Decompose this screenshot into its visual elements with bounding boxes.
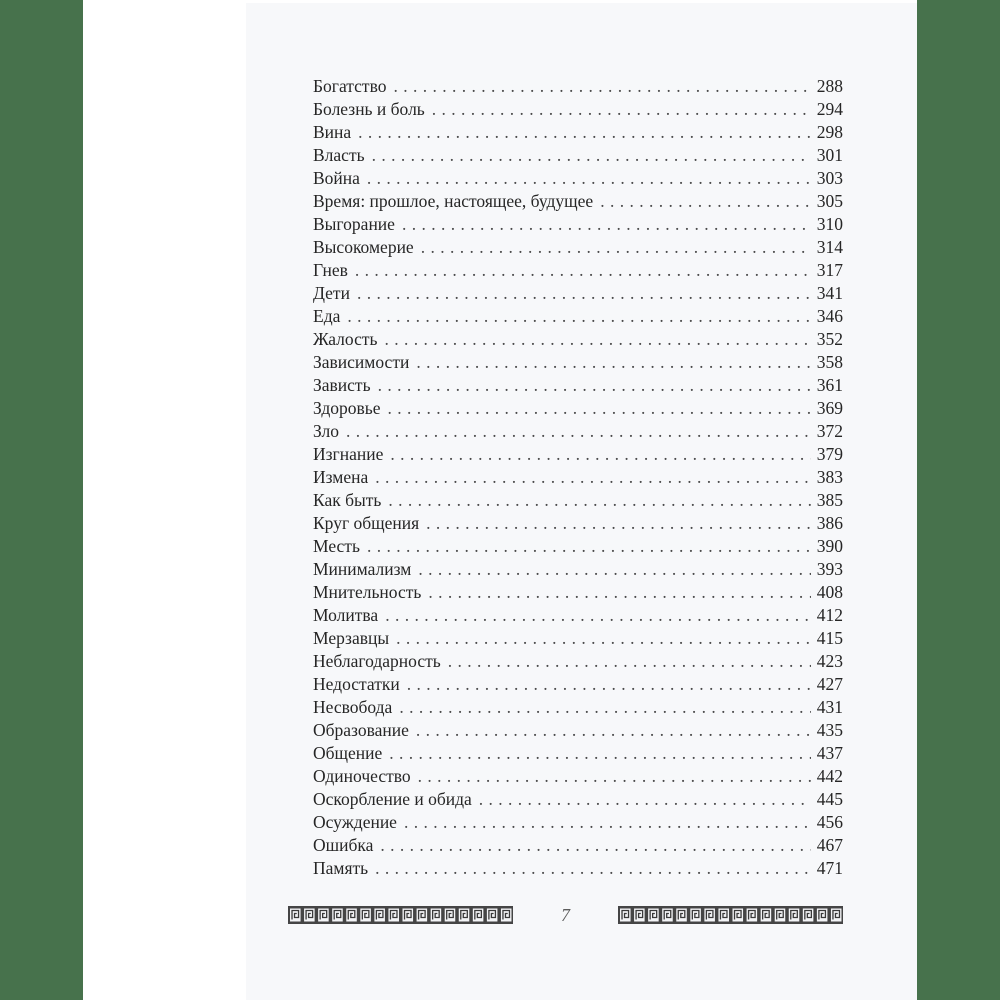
toc-entry-page: 303: [816, 168, 843, 188]
toc-row: [313, 213, 843, 236]
dot-leader-icon: [390, 443, 810, 466]
dot-leader-icon: [402, 213, 811, 236]
toc-entry-title: Оскорбление и обида: [313, 789, 472, 809]
folio-page-number: 7: [561, 904, 570, 925]
dot-leader-icon: [380, 834, 810, 857]
dot-leader-icon: [393, 75, 810, 98]
dot-leader-icon: [416, 351, 810, 374]
dot-leader-icon: [600, 190, 811, 213]
toc-entry-page: 317: [816, 260, 843, 280]
toc-entry-page: 385: [816, 490, 843, 510]
toc-entry-title: Дети: [313, 283, 350, 303]
toc-entry-page: 408: [816, 582, 843, 602]
toc-entry-title: Гнев: [313, 260, 348, 280]
toc-entry-title: Образование: [313, 720, 409, 740]
toc-row: [313, 190, 843, 213]
toc-entry-page: 445: [816, 789, 843, 809]
toc-entry-title: Изгнание: [313, 444, 384, 464]
toc-entry-title: Зависть: [313, 375, 371, 395]
dot-leader-icon: [396, 627, 811, 650]
toc-entry-title: Война: [313, 168, 360, 188]
toc-row: [313, 512, 843, 535]
dot-leader-icon: [385, 604, 811, 627]
greek-key-ornament-left-icon: [288, 906, 513, 924]
dot-leader-icon: [399, 696, 810, 719]
toc-row: [313, 305, 843, 328]
toc-entry-title: Как быть: [313, 490, 382, 510]
page-footer: [288, 902, 843, 928]
toc-entry-title: Ошибка: [313, 835, 374, 855]
toc-row: [313, 144, 843, 167]
toc-row: [313, 167, 843, 190]
toc-row: [313, 857, 843, 880]
toc-entry-title: Вина: [313, 122, 352, 142]
toc-entry-title: Зло: [313, 421, 340, 441]
toc-entry-page: 383: [816, 467, 843, 487]
toc-row: [313, 696, 843, 719]
dot-leader-icon: [357, 282, 811, 305]
dot-leader-icon: [426, 512, 811, 535]
toc-entry-page: 437: [816, 743, 843, 763]
toc-entry-page: 288: [816, 76, 843, 96]
toc-row: [313, 673, 843, 696]
left-page-gutter: [83, 0, 246, 1000]
toc-entry-title: Власть: [313, 145, 365, 165]
dot-leader-icon: [388, 489, 810, 512]
toc-entry-page: 386: [816, 513, 843, 533]
toc-entry-page: 427: [816, 674, 843, 694]
dot-leader-icon: [421, 236, 811, 259]
toc-entry-page: 305: [816, 191, 843, 211]
toc-entry-title: Измена: [313, 467, 369, 487]
dot-leader-icon: [432, 98, 811, 121]
toc-entry-title: Время: прошлое, настоящее, будущее: [313, 191, 594, 211]
toc-entry-title: Одиночество: [313, 766, 411, 786]
toc-entry-page: 415: [816, 628, 843, 648]
toc-row: [313, 75, 843, 98]
dot-leader-icon: [416, 719, 811, 742]
dot-leader-icon: [418, 558, 810, 581]
toc-entry-page: 310: [816, 214, 843, 234]
toc-entry-page: 346: [816, 306, 843, 326]
dot-leader-icon: [367, 167, 811, 190]
toc-entry-title: Зависимости: [313, 352, 410, 372]
toc-row: [313, 328, 843, 351]
toc-row: [313, 374, 843, 397]
toc-entry-page: 352: [816, 329, 843, 349]
toc-row: [313, 443, 843, 466]
dot-leader-icon: [355, 259, 811, 282]
toc-entry-title: Минимализм: [313, 559, 412, 579]
toc-entry-title: Общение: [313, 743, 383, 763]
toc-entry-page: 314: [816, 237, 843, 257]
toc-entry-page: 435: [816, 720, 843, 740]
toc-entry-title: Высокомерие: [313, 237, 414, 257]
toc-entry-title: Круг общения: [313, 513, 420, 533]
toc-row: [313, 121, 843, 144]
toc-row: [313, 535, 843, 558]
toc-row: [313, 351, 843, 374]
toc-entry-page: 372: [816, 421, 843, 441]
dot-leader-icon: [418, 765, 811, 788]
toc-entry-title: Выгорание: [313, 214, 395, 234]
toc-entry-page: 358: [816, 352, 843, 372]
toc-entry-title: Еда: [313, 306, 341, 326]
toc-entry-title: Молитва: [313, 605, 379, 625]
dot-leader-icon: [347, 305, 810, 328]
dot-leader-icon: [479, 788, 811, 811]
toc-row: [313, 604, 843, 627]
toc-row: [313, 788, 843, 811]
toc-entry-title: Богатство: [313, 76, 387, 96]
toc-row: [313, 259, 843, 282]
toc-entry-page: 423: [816, 651, 843, 671]
dot-leader-icon: [375, 466, 810, 489]
toc-entry-page: 393: [816, 559, 843, 579]
toc-row: [313, 834, 843, 857]
toc-row: [313, 742, 843, 765]
dot-leader-icon: [448, 650, 811, 673]
dot-leader-icon: [346, 420, 811, 443]
toc-row: [313, 236, 843, 259]
toc-entry-page: 361: [816, 375, 843, 395]
toc-row: [313, 627, 843, 650]
toc-entry-page: 412: [816, 605, 843, 625]
toc-entry-page: 301: [816, 145, 843, 165]
toc-entry-title: Мерзавцы: [313, 628, 390, 648]
toc-entry-title: Здоровье: [313, 398, 381, 418]
toc-entry-page: 298: [816, 122, 843, 142]
dot-leader-icon: [378, 374, 811, 397]
toc-entry-title: Мнительность: [313, 582, 422, 602]
toc-entry-page: 341: [816, 283, 843, 303]
dot-leader-icon: [404, 811, 811, 834]
book-page: [246, 3, 917, 1000]
toc-entry-page: 369: [816, 398, 843, 418]
toc-row: [313, 811, 843, 834]
toc-row: [313, 558, 843, 581]
greek-key-ornament-right-icon: [618, 906, 843, 924]
toc-entry-page: 390: [816, 536, 843, 556]
toc-row: [313, 282, 843, 305]
dot-leader-icon: [358, 121, 811, 144]
toc-entry-page: 379: [816, 444, 843, 464]
toc-row: [313, 397, 843, 420]
dot-leader-icon: [389, 742, 810, 765]
dot-leader-icon: [372, 144, 811, 167]
toc-row: [313, 466, 843, 489]
toc-entry-page: 294: [816, 99, 843, 119]
toc-entry-page: 467: [816, 835, 843, 855]
toc-entry-title: Болезнь и боль: [313, 99, 425, 119]
dot-leader-icon: [367, 535, 811, 558]
toc-row: [313, 650, 843, 673]
toc-entry-page: 442: [816, 766, 843, 786]
toc-entry-title: Месть: [313, 536, 360, 556]
right-green-band: [917, 0, 1000, 1000]
dot-leader-icon: [428, 581, 810, 604]
toc-row: [313, 765, 843, 788]
dot-leader-icon: [388, 397, 811, 420]
toc-entry-page: 456: [816, 812, 843, 832]
toc-row: [313, 489, 843, 512]
toc-entry-title: Неблагодарность: [313, 651, 441, 671]
dot-leader-icon: [375, 857, 811, 880]
toc-row: [313, 98, 843, 121]
toc-entry-title: Несвобода: [313, 697, 393, 717]
toc-entry-title: Жалость: [313, 329, 378, 349]
toc-entry-page: 471: [816, 858, 843, 878]
toc-entry-title: Осуждение: [313, 812, 397, 832]
toc-row: [313, 719, 843, 742]
toc-entry-title: Недостатки: [313, 674, 400, 694]
toc-row: [313, 420, 843, 443]
dot-leader-icon: [407, 673, 811, 696]
toc-entry-page: 431: [816, 697, 843, 717]
toc-row: [313, 581, 843, 604]
toc-entry-title: Память: [313, 858, 369, 878]
toc-list: [313, 75, 843, 880]
dot-leader-icon: [384, 328, 810, 351]
left-green-band: [0, 0, 83, 1000]
